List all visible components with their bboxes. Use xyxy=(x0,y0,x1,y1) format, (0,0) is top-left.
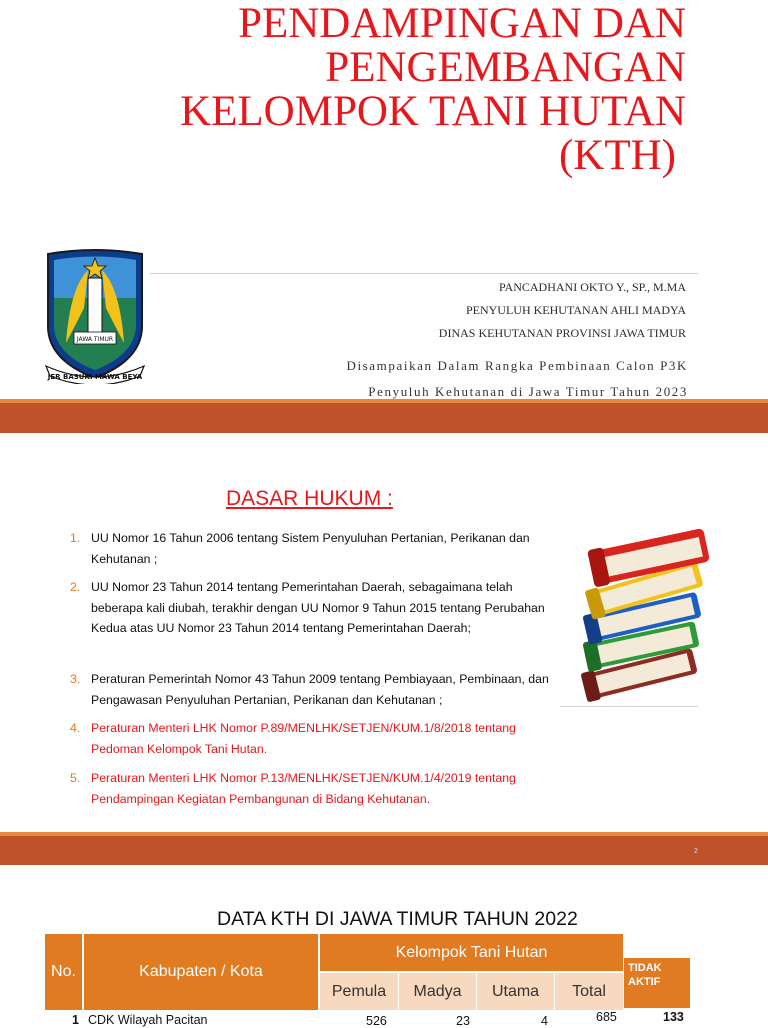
cell-total: 685 xyxy=(596,1010,617,1024)
author-name: PANCADHANI OKTO Y., SP., M.MA xyxy=(498,280,686,294)
delivered-line-1: Disampaikan Dalam Rangka Pembinaan Calon P3K xyxy=(346,358,688,373)
author-institution: DINAS KEHUTANAN PROVINSI JAWA TIMUR xyxy=(438,326,686,340)
law-item-3 xyxy=(70,669,560,710)
header-pemula: Pemula xyxy=(320,973,399,1010)
law-item-text: UU Nomor 16 Tahun 2006 tentang Sistem Penyuluhan Pertanian, Perikanan dan Kehutanan ; xyxy=(91,531,530,566)
stacked-books-icon xyxy=(574,522,720,702)
author-position: PENYULUH KEHUTANAN AHLI MADYA xyxy=(465,303,686,317)
dasar-hukum-heading: DASAR HUKUM : xyxy=(226,487,393,510)
slide1-footer-band xyxy=(0,403,768,433)
header-tidak-aktif-label: TIDAK AKTIF xyxy=(628,962,662,988)
title-line-4: (KTH) xyxy=(558,132,676,179)
law-item-number: 4. xyxy=(70,721,81,735)
header-kabupaten: Kabupaten / Kota xyxy=(84,934,319,1010)
cell-pemula: 526 xyxy=(366,1014,387,1028)
title-line-1: PENDAMPINGAN DAN xyxy=(238,0,686,47)
jawa-timur-emblem-icon xyxy=(44,248,146,384)
cell-no: 1 xyxy=(72,1013,79,1027)
law-item-5 xyxy=(70,768,560,809)
law-item-number: 1. xyxy=(70,531,81,545)
header-utama: Utama xyxy=(477,973,555,1010)
slide2-footer-band xyxy=(0,836,768,865)
law-item-number: 5. xyxy=(70,771,81,785)
svg-text:JER BASUKI MAWA BEYA: JER BASUKI MAWA BEYA xyxy=(47,373,143,381)
page-number: 2 xyxy=(694,848,698,855)
law-item-4 xyxy=(70,718,560,759)
cell-utama: 4 xyxy=(541,1014,548,1028)
law-item-text: Peraturan Menteri LHK Nomor P.13/MENLHK/SETJEN/KUM.1/4/2019 tentang Pendampingan Kegiatan Pembangunan di Bidang Kehutanan. xyxy=(91,771,516,806)
cell-madya: 23 xyxy=(456,1014,470,1028)
law-item-2 xyxy=(70,577,560,639)
delivered-line-2: Penyuluh Kehutanan di Jawa Timur Tahun 2023 xyxy=(368,384,688,399)
table-title: DATA KTH DI JAWA TIMUR TAHUN 2022 xyxy=(217,908,578,930)
cell-name: CDK Wilayah Pacitan xyxy=(88,1013,208,1027)
header-no: No. xyxy=(45,934,83,1010)
svg-text:JAWA TIMUR: JAWA TIMUR xyxy=(76,336,114,343)
law-item-text: UU Nomor 23 Tahun 2014 tentang Pemerintahan Daerah, sebagaimana telah beberapa kali diubah, terakhir dengan UU Nomor 9 Tahun 2015 tentang Perubahan Kedua atas UU Nomor 23 Tahun 2014 tentang Pemerintahan Daerah; xyxy=(91,580,545,635)
header-tidak-aktif xyxy=(624,958,690,1008)
header-kelompok-tani-hutan: Kelompok Tani Hutan xyxy=(320,934,623,972)
law-item-text: Peraturan Menteri LHK Nomor P.89/MENLHK/SETJEN/KUM.1/8/2018 tentang Pedoman Kelompok Tani Hutan. xyxy=(91,721,516,756)
law-item-number: 2. xyxy=(70,580,81,594)
law-item-number: 3. xyxy=(70,672,81,686)
law-item-1 xyxy=(70,528,560,569)
title-line-2: PENGEMBANGAN xyxy=(325,44,686,91)
header-madya: Madya xyxy=(399,973,477,1010)
title-line-3: KELOMPOK TANI HUTAN xyxy=(180,88,686,135)
header-total: Total xyxy=(555,973,623,1010)
law-item-text: Peraturan Pemerintah Nomor 43 Tahun 2009 tentang Pembiayaan, Pembinaan, dan Pengawasan Penyuluhan Pertanian, Perikanan dan Kehutanan ; xyxy=(91,672,549,707)
slide2-divider-line xyxy=(560,706,698,707)
divider-line xyxy=(150,273,698,274)
cell-tidak-aktif: 133 xyxy=(663,1010,684,1024)
